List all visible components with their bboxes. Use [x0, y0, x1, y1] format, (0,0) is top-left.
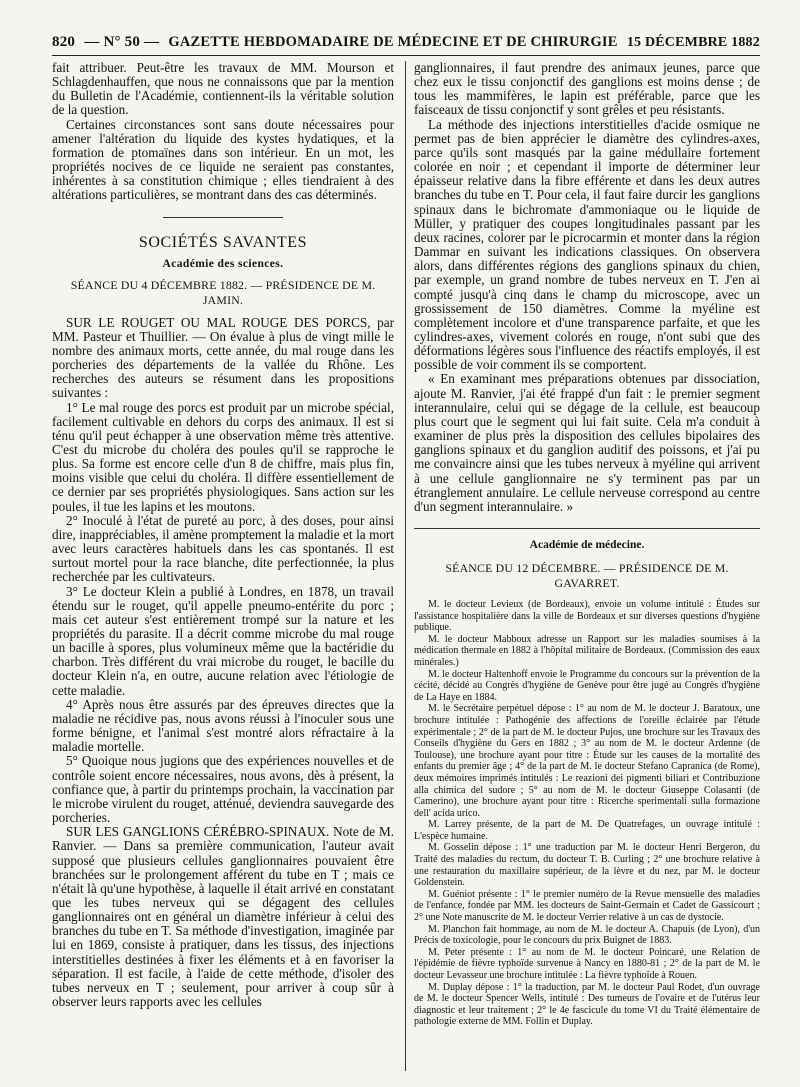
session-heading: SÉANCE DU 12 DÉCEMBRE. — PRÉSIDENCE DE M. GAVARRET. — [445, 561, 729, 590]
minutes-item: M. le Secrétaire perpétuel dépose : 1° au nom de M. le docteur J. Baratoux, une brochure intitulée : Pathogénie des affections de l'oreille éclairée par l'étude expérimentale ; 2° de la part de M. le docteur Pujos, une brochure sur les Travaux des Conseils d'hygiène du Gers en 1882 ; 3° au nom de M. le docteur Ardenne (de Toulouse), une brochure ayant pour titre : Étude sur les causes de la mortalité des enfants du premier âge ; 4° de la part de M. le docteur Stefano Capranica (de Rome), deux mémoires imprimés intitulés : Le reazioni dei pigmenti biliari et Contribuzione alla chimica del sudore ; 5° au nom de M. le docteur Giuseppe Colasanti (de Camerino), une brochure ayant pour titre : Ricerche sperimentali sulla formazione dell' acida urico. — [414, 703, 760, 819]
section-title: SOCIÉTÉS SAVANTES — [138, 233, 308, 251]
paragraph: 1° Le mal rouge des porcs est produit par un microbe spécial, facilement cultivable en dehors du corps des animaux. Il est si ténu qu'il peut échapper à une observation même très attentive. C'est du microbe du choléra des poules qu'il se rapproche le plus. Sa forme est encore celle d'un 8 de chiffre, mais plus fin, moins visible que celui du choléra. Il diffère essentiellement de ce dernier par ses propriétés physiologiques. Sans action sur les poules, il tue les lapins et les moutons. — [52, 399, 394, 514]
paragraph: fait attribuer. Peut-être les travaux de MM. Mourson et Schlagdenhauffen, que nous ne connaissons que par la mention du Bulletin de l'Académie, contiennent-ils la véritable solution de la question. — [52, 60, 394, 118]
journal-title: GAZETTE HEBDOMADAIRE DE MÉDECINE ET DE CHIRURGIE — [168, 34, 618, 50]
section-separator — [414, 528, 760, 529]
paragraph: SUR LES GANGLIONS CÉRÉBRO-SPINAUX. Note de M. Ranvier. — Dans sa première communication, l'auteur avait supposé que plusieurs cellules ganglionnaires pouvaient être branchées sur le prolongement afférent du tube en T ; mais ce n'était là qu'une hypothèse, à laquelle il était arrivé en constatant que les tubes nerveux qui se dégagent des cellules ganglionnaires ont en général un diamètre inférieur à celui des branches du tube en T. Sa méthode d'investigation, imaginée par lui en 1869, consiste à pratiquer, dans les tissus, des injections interstitielles destinées à fixer les éléments et à en favoriser la séparation. Il est facile, à l'aide de cette méthode, d'isoler des tubes nerveux en T ; seulement, pour arriver à coup sûr à observer leurs rapports avec les cellules — [52, 824, 394, 1010]
paragraph: Certaines circonstances sont sans doute nécessaires pour amener l'altération du liquide des kystes hydatiques, et la formation de ptomaïnes dans son intérieur. En un mot, les propriétés nocives de ce liquide ne seraient pas constantes, inhérentes à sa constitution chimique ; elles tiendraient à des altérations particulières, se montrant dans des cas déterminés. — [52, 116, 394, 203]
session-minutes — [414, 599, 760, 1028]
paragraph: 5° Quoique nous jugions que des expériences nouvelles et de contrôle soient encore nécessaires, nous avons, dès à présent, la confiance que, à partir du printemps prochain, la vaccination par le microbe virulent du rouget, atténué, deviendra sauvegarde des porcheries. — [52, 753, 394, 826]
minutes-item: M. Peter présente : 1° au nom de M. le docteur Poincaré, une Relation de l'épidémie de fièvre typhoïde survenue à Nancy en 1880-81 ; 2° de la part de M. le docteur Levasseur une brochure intitulée : La fièvre typhoïde à Rouen. — [414, 946, 760, 981]
page-number: 820 — [52, 34, 76, 50]
paragraph: SUR LE ROUGET OU MAL ROUGE DES PORCS, par MM. Pasteur et Thuillier. — On évalue à plus de vingt mille le nombre des animaux morts, cette année, du mal rouge dans les porcheries des départements de la vallée du Rhône. Les recherches des auteurs se résument dans les propositions suivantes : — [52, 314, 394, 401]
paragraph: 4° Après nous être assurés par des épreuves directes que la maladie ne récidive pas, nous avons réussi à l'inoculer sous une forme bénigne, et l'animal s'est montré alors réfractaire à la maladie mortelle. — [52, 696, 394, 755]
issue-number: — N° 50 — — [84, 34, 160, 50]
minutes-item: M. Gosselin dépose : 1° une traduction par M. le docteur Henri Bergeron, du Traité des maladies du rectum, du docteur T. B. Curling ; 2° une brochure relative à une restauration du maxillaire supérieur, de la lèvre et du nez, par M. le docteur Goldenstein. — [414, 842, 760, 889]
session-heading: SÉANCE DU 4 DÉCEMBRE 1882. — PRÉSIDENCE DE M. JAMIN. — [70, 277, 376, 307]
minutes-item: M. Planchon fait hommage, au nom de M. le docteur A. Chapuis (de Lyon), d'un Précis de toxicologie, pour le concours du prix Buignet de 1883. — [414, 923, 760, 947]
paragraph: La méthode des injections interstitielles d'acide osmique ne permet pas de bien apprécier le diamètre des cylindres-axes, parce qu'ils sont masqués par la gaine médullaire fortement colorée en noir ; et cependant il importe de déterminer leur épaisseur relative dans la fibre efférente et dans les deux autres branches du tube en T. Pour cela, il faut faire durcir les ganglions spinaux dans le bichromate d'ammoniaque ou le liquide de Müller, y pratiquer des coupes longitudinales passant par les deux racines, colorer par le picrocarmin et monter dans la région Dammar en suivant les indications classiques. On observera alors, dans différentes régions des ganglions spinaux du chien, par exemple, un grand nombre de tubes nerveux en T. J'en ai compté jusqu'à cinq dans le champ du microscope, avec un grossissement de 150 diamètres. Comme la myéline est complètement incolore et d'une transparence parfaite, et que les cylindres-axes, vivement colorés en rouge, n'ont subi que des déformations légères sous l'influence des réactifs employés, il est possible de voir comment ils se comportent. — [414, 116, 760, 373]
issue-date: 15 DÉCEMBRE 1882 — [626, 35, 760, 50]
minutes-item: M. le docteur Mabboux adresse un Rapport sur les maladies soumises à la médication thermale en 1882 à l'hôpital militaire de Bordeaux. (Commission des eaux minérales.) — [414, 633, 760, 668]
minutes-item: M. Guéniot présente : 1° le premier numéro de la Revue mensuelle des maladies de l'enfance, fondée par MM. les docteurs de Saint-Germain et Cadet de Gassicourt ; 2° une Note manuscrite de M. le docteur Verrier relative à un cas de dystocie. — [414, 888, 760, 924]
paragraph: « En examinant mes préparations obtenues par dissociation, ajoute M. Ranvier, j'ai été frappé d'un fait : le premier segment interannulaire, celui qui se dégage de la cellule, est beaucoup plus court que le segment qui lui fait suite. Cela m'a conduit à examiner de plus près la disposition des cellules bipolaires des ganglions spinaux et du ganglion auditif des poissons, et j'ai pu me convaincre ainsi que les tubes nerveux à myéline qui arrivent à une cellule ganglionnaire ne s'y terminent pas par un étranglement annulaire. Le cellule nerveuse correspond au centre d'un segment interannulaire. » — [414, 371, 760, 514]
left-column — [52, 61, 394, 1028]
right-column — [414, 61, 760, 1028]
column-divider — [405, 61, 406, 1071]
academy-heading: Académie de médecine. — [529, 539, 645, 551]
running-header — [52, 34, 760, 56]
paragraph: ganglionnaires, il faut prendre des animaux jeunes, parce que chez eux le tissu conjonctif des ganglions est moins dense ; de tous les mammifères, le lapin est préférable, parce que les faisceaux de tissu conjonctif y sont grêles et peu résistants. — [414, 60, 760, 118]
two-column-body — [52, 61, 760, 1028]
minutes-item: M. le docteur Levieux (de Bordeaux), envoie un volume intitulé : Études sur l'assistance hospitalière dans la ville de Bordeaux et sur diverses questions d'hygiène publique. — [414, 599, 760, 634]
paragraph: 3° Le docteur Klein a publié à Londres, en 1878, un travail étendu sur le rouget, qu'il appelle pneumo-entérite du porc ; mais cet auteur s'est entièrement trompé sur la nature et les propriétés du parasite. Il a décrit comme microbe du mal rouge un bacille à spores, plus volumineux même que la bactéridie du charbon. Très différent du vrai microbe du rouget, le bacille du docteur Klein n'a, en outre, aucune relation avec l'étiologie de cette maladie. — [52, 583, 394, 698]
academy-heading: Académie des sciences. — [162, 257, 284, 270]
minutes-item: M. Larrey présente, de la part de M. De Quatrefages, un ouvrage intitulé : L'espèce humaine. — [414, 819, 760, 842]
section-separator — [163, 217, 283, 218]
minutes-item: M. le docteur Haltenhoff envoie le Programme du concours sur la prévention de la cécité, décidé au Congrès d'hygiène de Genève pour être jugé au Congrès d'hygiène de La Haye en 1884. — [414, 668, 760, 703]
minutes-item: M. Duplay dépose : 1° la traduction, par M. le docteur Paul Rodet, d'un ouvrage de M. le docteur Spencer Wells, intitulé : Des tumeurs de l'ovaire et de l'utérus leur diagnostic et leur traitement ; 2° le 4e fascicule du tome VI du Traité élémentaire de pathologie externe de MM. Follin et Duplay. — [414, 981, 760, 1028]
paragraph: 2° Inoculé à l'état de pureté au porc, à des doses, pour ainsi dire, inappréciables, il amène promptement la maladie et la mort avec leurs caractères habituels dans les cas spontanés. Il est surtout mortel pour la race blanche, dite perfectionnée, la plus recherchée par les cultivateurs. — [52, 512, 394, 585]
